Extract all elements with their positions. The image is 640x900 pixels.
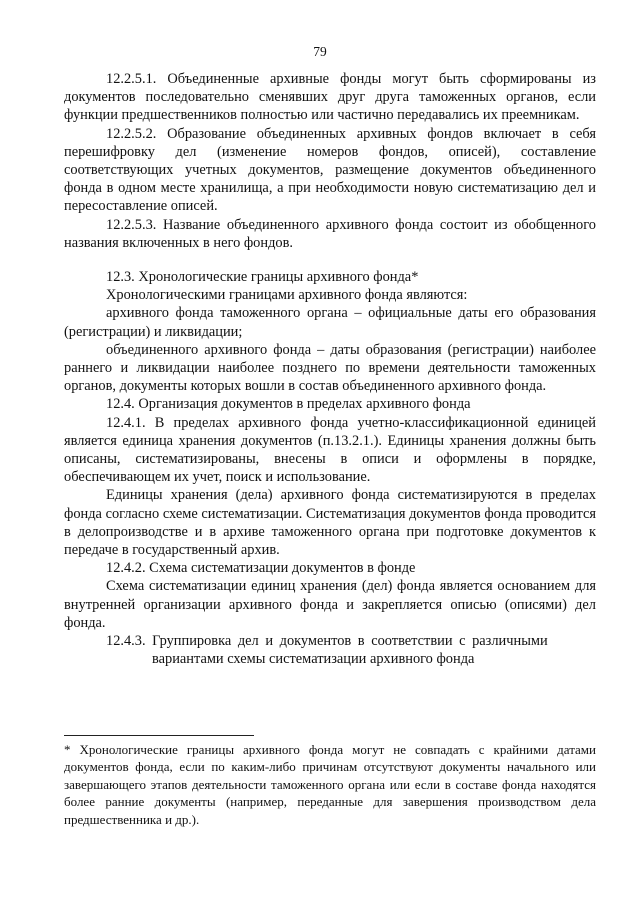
footnote: * Хронологические границы архивного фонда могут не совпадать с крайними датами документов фонда, если по каким-либо причинам отсутствуют документы начального или завершающего этапов деятельности таможенного органа или если в составе фонда находятся более ранние документы (например, переданные для завершения производством дела предшественника и др.).: [64, 742, 596, 827]
section-heading-12-4: 12.4. Организация документов в пределах архивного фонда: [106, 396, 471, 413]
paragraph-12-4-3: [64, 632, 596, 668]
footnote-separator: [64, 735, 254, 736]
paragraph-12-4-3-continuation: вариантами схемы систематизации архивного фонда: [152, 651, 475, 668]
paragraph-12-4-3-first-line: 12.4.3. Группировка дел и документов в соответствии с различными: [106, 633, 548, 650]
paragraph-combined-fund-dates: объединенного архивного фонда – даты образования (регистрации) наиболее раннего и ликвидации наиболее позднего по времени деятельности таможенных органов, документы которых вошли в состав объединенного архивного фонда.: [64, 341, 596, 395]
paragraph-12-2-5-2: 12.2.5.2. Образование объединенных архивных фондов включает в себя перешифровку дел (изменение номеров фондов, описей), составление соответствующих учетных документов, размещение документов объединенного фонда в одном месте хранилища, а при необходимости новую систематизацию дел и пересоставление описей.: [64, 125, 596, 215]
page-number: 79: [313, 44, 327, 59]
paragraph-customs-fund-dates: архивного фонда таможенного органа – официальные даты его образования (регистрации) и ликвидации;: [64, 305, 596, 340]
paragraph-12-4-1: 12.4.1. В пределах архивного фонда учетно-классификационной единицей является единица хранения документов (п.13.2.1.). Единицы хранения должны быть описаны, систематизированы, внесены в описи и оформлены в порядке, обеспечивающем их учет, поиск и использование.: [64, 414, 596, 486]
paragraph-systematization: Единицы хранения (дела) архивного фонда систематизируются в пределах фонда согласно схеме систематизации. Систематизация документов фонда проводится в делопроизводстве и в архиве таможенного органа при подготовке документов к передаче в государственный архив.: [64, 487, 596, 559]
paragraph-12-2-5-3: 12.2.5.3. Название объединенного архивного фонда состоит из обобщенного названия включенных в него фондов.: [64, 216, 596, 251]
section-heading-12-4-2: 12.4.2. Схема систематизации документов в фонде: [106, 560, 416, 577]
paragraph-scheme: Схема систематизации единиц хранения (дел) фонда является основанием для внутренней организации архивного фонда и закрепляется описью (описями) дел фонда.: [64, 578, 596, 631]
paragraph-12-2-5-1: 12.2.5.1. Объединенные архивные фонды могут быть сформированы из документов последовательно сменявших друг друга таможенных органов, если функции предшественников полностью или частично передавались их преемникам.: [64, 71, 596, 124]
main-text: [64, 70, 596, 669]
paragraph-chronological-intro: Хронологическими границами архивного фонда являются:: [106, 287, 468, 304]
section-heading-12-3: 12.3. Хронологические границы архивного фонда*: [106, 269, 419, 286]
